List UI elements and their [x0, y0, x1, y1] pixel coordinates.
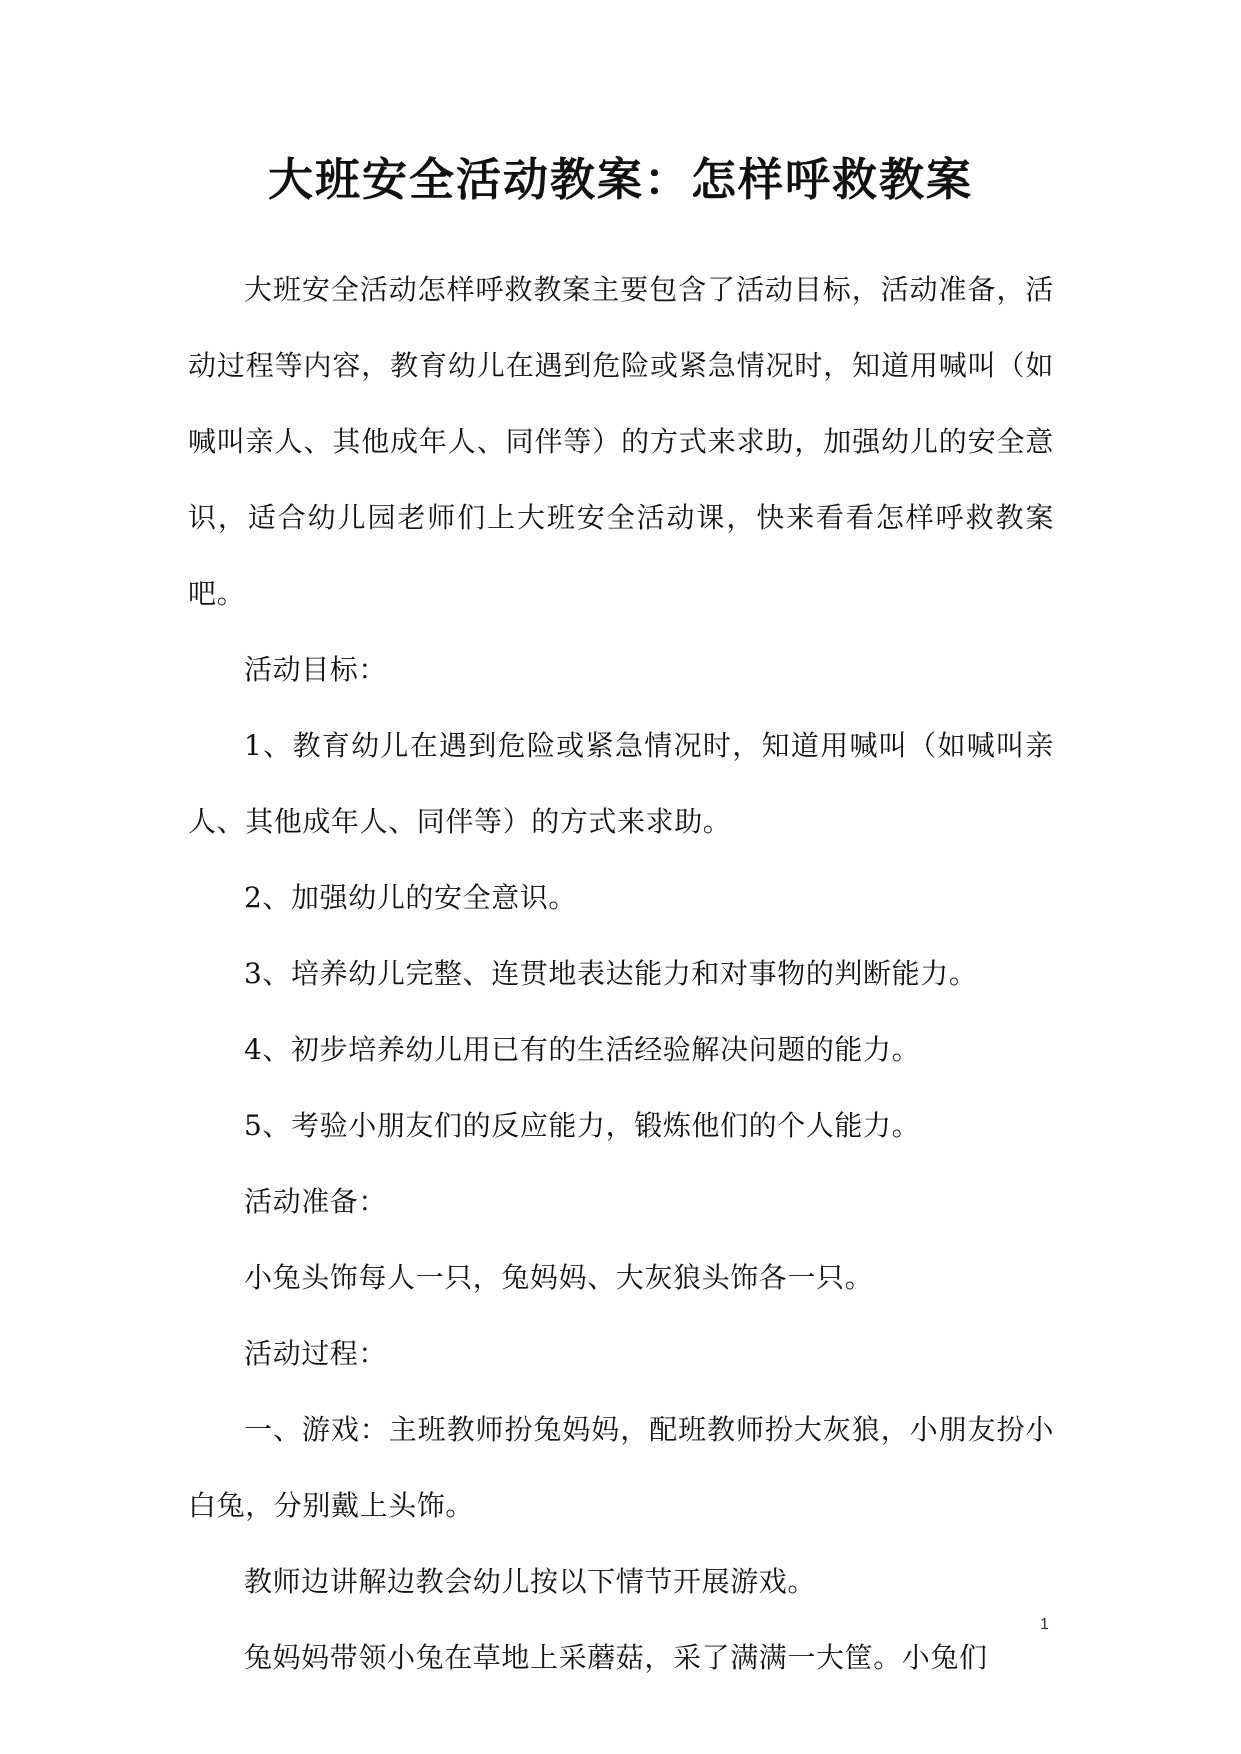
goal-item-3: 3、培养幼儿完整、连贯地表达能力和对事物的判断能力。	[244, 957, 978, 990]
process-paragraph: 兔妈妈带领小兔在草地上采蘑菇，采了满满一大筐。小兔们	[244, 1641, 988, 1674]
intro-paragraph: 大班安全活动怎样呼救教案主要包含了活动目标，活动准备，活动过程等内容，教育幼儿在遇到危险或紧急情况时，知道用喊叫（如喊叫亲人、其他成年人、同伴等）的方式来求助，加强幼儿的安全意识，适合幼儿园老师们上大班安全活动课，快来看看怎样呼救教案吧。	[188, 273, 1054, 610]
goal-item-2: 2、加强幼儿的安全意识。	[244, 881, 578, 914]
goal-item-1: 1、教育幼儿在遇到危险或紧急情况时，知道用喊叫（如喊叫亲人、其他成年人、同伴等）的方式来求助。	[188, 729, 1054, 838]
process-step-1: 一、游戏：主班教师扮兔妈妈，配班教师扮大灰狼，小朋友扮小白兔，分别戴上头饰。	[188, 1413, 1054, 1522]
process-paragraph: 教师边讲解边教会幼儿按以下情节开展游戏。	[244, 1565, 817, 1598]
page-number: 1	[1040, 1616, 1049, 1633]
document-body	[188, 252, 1054, 1696]
section-heading-goals: 活动目标：	[244, 653, 388, 686]
goal-item-5: 5、考验小朋友们的反应能力，锻炼他们的个人能力。	[244, 1109, 921, 1142]
document-title: 大班安全活动教案：怎样呼救教案	[267, 153, 973, 206]
preparation-paragraph: 小兔头饰每人一只，兔妈妈、大灰狼头饰各一只。	[244, 1261, 874, 1294]
section-heading-preparation: 活动准备：	[244, 1185, 388, 1218]
goal-item-4: 4、初步培养幼儿用已有的生活经验解决问题的能力。	[244, 1033, 921, 1066]
section-heading-process: 活动过程：	[244, 1337, 388, 1370]
